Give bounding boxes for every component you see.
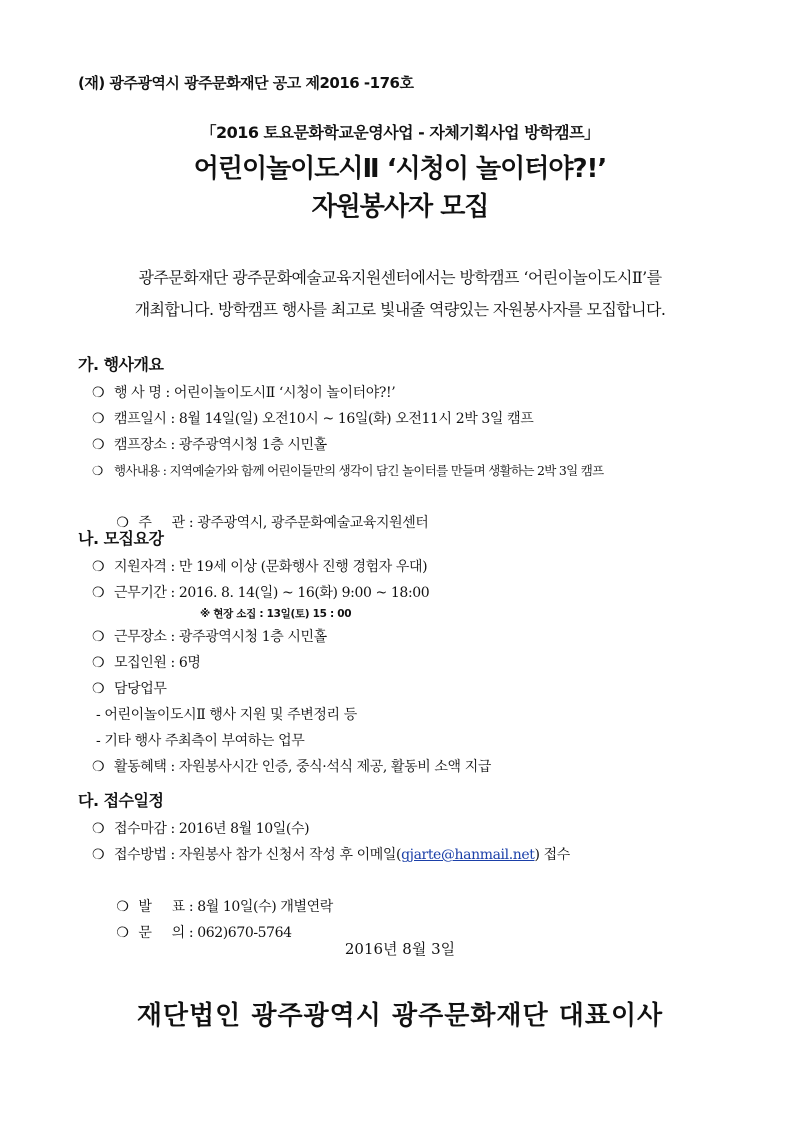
gathering-note: ※ 현장 소집 : 13일(토) 15 : 00 bbox=[200, 608, 352, 620]
deadline-text: 접수마감 : 2016년 8월 10일(수) bbox=[114, 821, 310, 837]
section-heading: 나. 모집요강 bbox=[78, 529, 164, 548]
bullet-icon: ❍ bbox=[116, 925, 129, 941]
section-recruitment bbox=[78, 524, 758, 780]
bullet-icon: ❍ bbox=[92, 655, 105, 671]
announce-text: 발 표 : 8월 10일(수) 개별연락 bbox=[138, 899, 333, 915]
bullet-icon: ❍ bbox=[92, 821, 105, 837]
recruit-item bbox=[78, 624, 758, 650]
overview-item bbox=[78, 484, 758, 531]
bullet-icon: ❍ bbox=[92, 385, 105, 401]
overview-text: 행사내용 : 지역예술가와 함께 어린이들만의 생각이 담긴 놀이터를 만들며 생활하는 2박 3일 캠프 bbox=[114, 463, 604, 478]
bullet-icon: ❍ bbox=[92, 559, 105, 575]
inquiry-text: 문 의 : 062)670-5764 bbox=[138, 925, 292, 941]
bullet-icon: ❍ bbox=[92, 437, 105, 453]
section-heading: 가. 행사개요 bbox=[78, 355, 164, 374]
overview-item bbox=[78, 432, 758, 458]
intro-paragraph bbox=[60, 262, 740, 326]
place-text: 근무장소 : 광주광역시청 1층 시민홀 bbox=[114, 629, 327, 645]
intro-line-1: 광주문화재단 광주문화예술교육지원센터에서는 방학캠프 ‘어린이놀이도시Ⅱ’를 bbox=[138, 268, 662, 287]
bullet-icon: ❍ bbox=[92, 463, 103, 478]
issue-date: 2016년 8월 3일 bbox=[344, 940, 456, 958]
duties-label: 담당업무 bbox=[114, 681, 167, 697]
overview-text: 캠프일시 : 8월 14일(일) 오전10시 ~ 16일(화) 오전11시 2박 3일 캠프 bbox=[114, 411, 534, 427]
title-block bbox=[0, 120, 800, 224]
signature: 재단법인 광주광역시 광주문화재단 대표이사 bbox=[136, 1001, 664, 1031]
title-event-name: 어린이놀이도시Ⅱ ‘시청이 놀이터야?!’ bbox=[193, 154, 607, 184]
method-suffix: ) 접수 bbox=[534, 847, 570, 863]
intro-line-2: 개최합니다. 방학캠프 행사를 최고로 빛내줄 역량있는 자원봉사자를 모집합니다. bbox=[134, 300, 666, 319]
headcount-text: 모집인원 : 6명 bbox=[114, 655, 201, 671]
application-item bbox=[78, 842, 758, 868]
overview-item bbox=[78, 380, 758, 406]
bullet-icon: ❍ bbox=[92, 681, 105, 697]
bullet-icon: ❍ bbox=[92, 411, 105, 427]
overview-text: 주 관 : 광주광역시, 광주문화예술교육지원센터 bbox=[138, 515, 429, 531]
bullet-icon: ❍ bbox=[92, 585, 105, 601]
notice-number: (재) 광주광역시 광주문화재단 공고 제2016 -176호 bbox=[78, 74, 414, 92]
bullet-icon: ❍ bbox=[92, 629, 105, 645]
recruit-item bbox=[78, 754, 758, 780]
section-application bbox=[78, 786, 758, 941]
method-text: 접수방법 : 자원봉사 참가 신청서 작성 후 이메일( bbox=[114, 847, 402, 863]
recruit-item bbox=[78, 580, 758, 606]
section-event-overview bbox=[78, 350, 758, 531]
bullet-icon: ❍ bbox=[116, 899, 129, 915]
overview-text: 캠프장소 : 광주광역시청 1층 시민홀 bbox=[114, 437, 327, 453]
duty-item: - 기타 행사 주최측이 부여하는 업무 bbox=[96, 733, 305, 749]
application-item bbox=[78, 868, 758, 915]
recruit-item bbox=[78, 554, 758, 580]
title-recruit: 자원봉사자 모집 bbox=[311, 192, 489, 222]
section-heading: 다. 접수일정 bbox=[78, 791, 164, 810]
bullet-icon: ❍ bbox=[116, 515, 129, 531]
recruit-item bbox=[78, 676, 758, 702]
period-text: 근무기간 : 2016. 8. 14(일) ~ 16(화) 9:00 ~ 18:00 bbox=[114, 585, 430, 601]
overview-item bbox=[78, 406, 758, 432]
bullet-icon: ❍ bbox=[92, 847, 105, 863]
email-link[interactable]: gjarte@hanmail.net bbox=[401, 847, 535, 863]
qualification-text: 지원자격 : 만 19세 이상 (문화행사 진행 경험자 우대) bbox=[114, 559, 428, 575]
application-item bbox=[78, 816, 758, 842]
overview-text: 행 사 명 : 어린이놀이도시Ⅱ ‘시청이 놀이터야?!’ bbox=[114, 385, 396, 401]
recruit-item bbox=[78, 650, 758, 676]
overview-item bbox=[78, 458, 758, 484]
title-subheading: 「2016 토요문화학교운영사업 - 자체기획사업 방학캠프」 bbox=[200, 123, 600, 142]
bullet-icon: ❍ bbox=[92, 759, 105, 775]
duty-item: - 어린이놀이도시Ⅱ 행사 지원 및 주변정리 등 bbox=[96, 707, 357, 723]
benefits-text: 활동혜택 : 자원봉사시간 인증, 중식·석식 제공, 활동비 소액 지급 bbox=[114, 759, 491, 775]
